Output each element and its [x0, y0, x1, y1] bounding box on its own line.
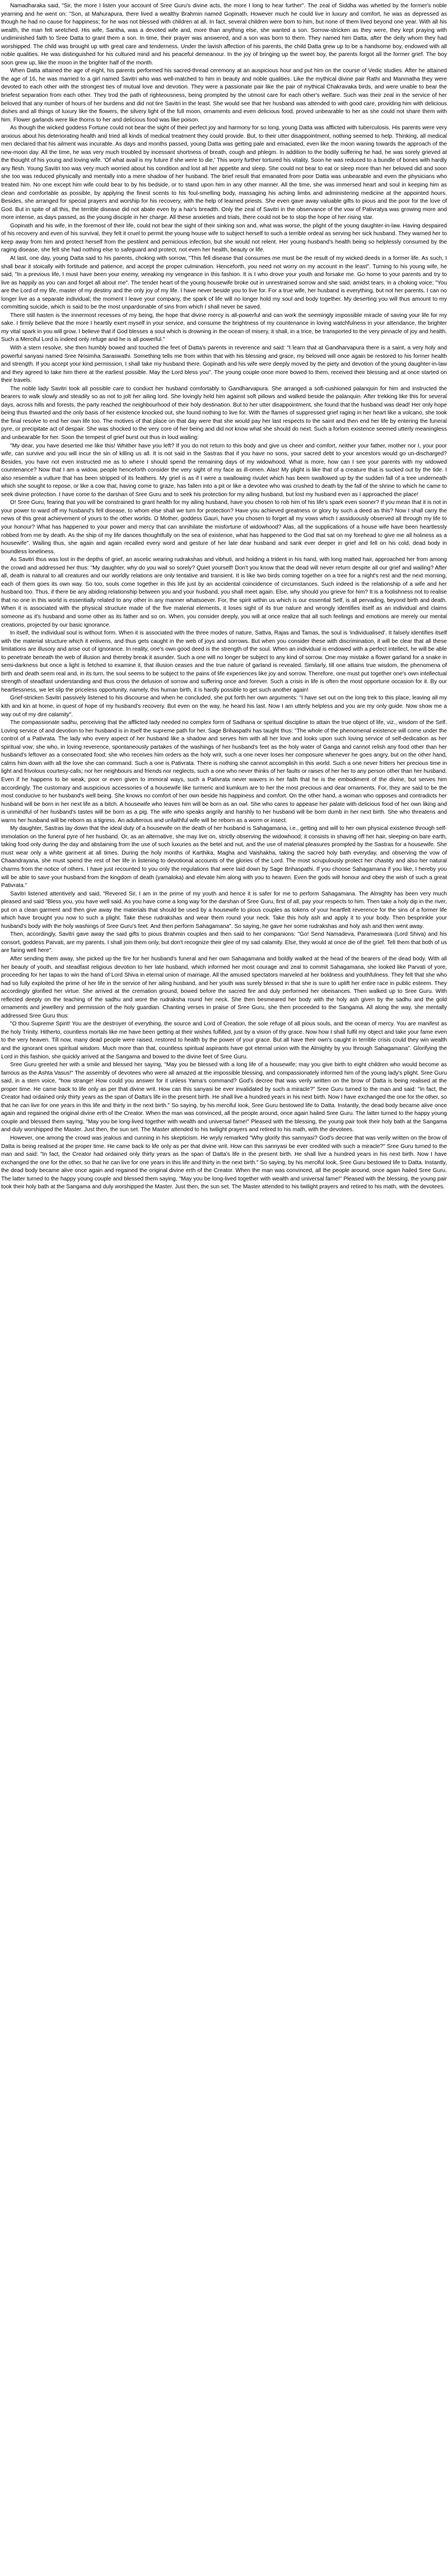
paragraph: Grief-stricken Savitri passively listened to his discourse and when he concluded, she put forth her own arguments: "I have set out on the long trek to this place, leaving all my kith and kin at home, in quest of hope of my husband's recovery. But even on the way, he heard his last. Now I am utterly helpless and you are my only guide. Now show me a way out of my dire calamity".: [1, 695, 447, 718]
paragraph: The noble lady Savitri took all possible care to conduct her husband comfortably to Gandharvapura. She arranged a soft-cushioned palanquin for him and instructed the bearers to walk slowly and steadily so as not to jolt her ailing lord. She lovingly held him against soft pillows and walked beside the palanquin. After trekking like this for several days, across hills and forests, the party reached the neighbourhood of their holy destination. But to her utter disappointment, she found that the husband was dead! Her only hope being thus thwarted and the only basis of her existence knocked out, she found nothing to live for. With the flames of suppressed grief raging in her heart like a volcano, she took the final resolve to end her own life too. The motives of that place on that day were that she would pay her last respects to the saint and then end her life by entering the funeral pyre, or precipitate act of despair. She was shocked to the very core of her being and did not know what she should do next. Such a forlorn existence seemed utterly meaningless and unbearable for her. Soon the tempest of grief burst out thus in loud wailing:: [1, 385, 447, 441]
paragraph: There still hasten is the innermost recesses of my being, the hope that divine mercy is all-powerful and can work the seemingly impossible miracle of saving your life for my sake. I firmly believe that the more I heartily exert myself in your service, and consume the brightness of my countenance in loving watchfulness in your attendance, the brighter my vital spark in you will grow. I believe that if God blesses a soul which is drowning in the ocean of misery, it shall, in a trice, be transported to the very pinnacle of joy and health. Such a Merciful Lord is indeed only refuge and he is all powerful.": [1, 312, 447, 343]
paragraph: My daughter, Sastras lay down that the ideal duty of a housewife on the death of her husband is Sahagamana, i.e., getting and will to her own physical existence through self-immolation on the funeral pyre of her husband. Or, as an alternative, she may live on, strictly observing the widowhood; it consists in shaving off her hair, sleeping on bare earth, taking food only during the day and abstaining from the use of such luxuries as the betel and nut, and the use of material pleasures prompted by the Sastras for a housewife. She must wear only a white garment at all times. During the holy months of Karthika, Magha and Vaishakha, taking the sacred holy bath everyday, and observing the vow of Chaandrayana, she must spend the rest of her life in listening to devotional accounts of the glories of the Lord. The most scrupulously protect her chastity and also her natural charms from the notice of others. I have just recounted to you only the regulations that were laid down by Sage Brihaspathi. If you choose Sahagamana if you like, I hereby you will be able to save your husband from the kingdom of death (yamaloka) and elevate him along with you to heaven. Even the gods will honour and obey the wish of such a great Pativrata.": [1, 825, 447, 889]
paragraph: However, one among the crowd was jealous and cunning in his skepticism. He wryly remarked "Why glorify this sannyasi? God's decree that was verily written on the brow of Datta is being realised at the proper time. He came back to life only as per that divine writ. How can this sannyasi be ever credited with such a miracle?" Sree Guru turned to the man and said: "In fact, the Creator had ordained only thirty years as the span of Datta's life in the present birth. He shall live a hundred years in his next birth. Now I have exchanged the one for the other, so that he can live for one years in this life and thirty in the next birth." So saying, by his merciful look, Sree Guru bestowed life to Datta. Instantly, the dead body became alive once again and regained the original divine erth of the Creator. When the man was convinced, all the people around, once again hailed Sree Guru. The latter turned to the happy young couple and blessed them saying, "May you be long-lived together with wealth and universal fame!" Pleased with the blessing, the young pair took their holy bath at the Sangama and duly worshipped the Master. Just then, the sun set. The Master attended to his twilight prayers and retired to his math, with the devotees.: [1, 1135, 447, 1191]
paragraph: Then, accordingly, Savitri gave away the said gifts to pious Brahmin couples and then said to her companions: "Go! Send Namadeva, Parameswara (Lord Shiva) and his consort, goddess Parvati, are my parents. I shall join them only, but don't recognize their glee of my sad calamity. Else, they would at once die of the grief. Tell them that both of us are faring well here".: [1, 931, 447, 954]
paragraph: "My dear, you have deserted me like this! Whither have you left? If you do not return to this body and give us cheer and comfort, neither your father, mother nor I, your poor wife, can survive and you will incur the sin of killing us all. It is not said in the Sastras that if you have no sons, your sacred debt to your ancestors would go un-discharged? Besides, you have not even instructed me as to where I should spend the remaining days of my widowhood. What is more, how can I see your parents with my widowed countenance? Now that I am a widow, people henceforth consider the very sight of my face as ill-omen. Alas! My plight is like that of a creature that is sucked out by the tide. I also resemble a vulture that has been stripped of its feathers. My grief is as if I were a swallowing rivulet which has been swallowed up by the sudden fall of a tree underneath which she sought to repose, or like a cow that, having come to graze, has fallen into a pit or like a devotee who was crushed to death by the fall of the shrine to which he came to seek divine protection. I have come to the darshan of Sree Guru and to seek his protection for my ailing husband, but lost my husband even as I approached the place!: [1, 442, 447, 498]
paragraph: "O thou Supreme Spirit! You are the destroyer of everything, the source and Lord of Creation, the sole refuge of all pious souls, and the ocean of mercy. You are manifest as the holy Trinity. Hitherto, countless mortals like me have been getting at their wishes fulfilled, just by a vision of thy grace. Now how I shall fulfil my object and take your fame even to the very heaven. Till now, many dead people were raised, restored to health by the power of your grace. But all have their own's caught in terrible crisis could they win wealth and the ignorant ones spiritual wisdom. Much more than that, countless spiritual aspirants have got eternal union with the Almighty by you through Sahagamana". Glorifying the Lord in this fashion, she quickly arrived at the Sangama and bowed to the divine feet of Sree Guru.: [1, 1021, 447, 1060]
paragraph: O! Sree Guru, fearing that you will be constrained to grant health for my ailing husband, have you chosen to rob him of his life's spark even sooner? If you mean that it is not in your power to ward off my husband's fell disease, to whom else shall we turn for protection? Have you achieved greatness or glory by such a deed as this? Now I shall carry the news of this great achievement of yours to the other worlds. O Mother, goddess Gauri, have you chosen to forget all my vows which I assiduously observed all through my life to your honour? What has happened to your power and mercy that can annihilate the misfortune of widowhood? Alas, all the supplications of a house wife have been heartlessly robbed from me by death. As the ship of my life dances thoughtfully on the sea of existence, what has happened to the God that sat on my forehead to give me all holiness as a housewife". Wailing thus, she again and again recalled every word and gesture of her late dear husband and sank ever deeper in grief and fell on his cold, dead body in boundless loneliness.: [1, 500, 447, 555]
paragraph: Sree Guru greeted her with a smile and blessed her saying, "May you be blessed with a long life of a housewife; may you give birth to eight children who would become as famous as the Ashta Vasus!" The assembly of devotees who were all amazed at the impossible blessing, and compassionately informed him of the young lady's plight. Sree Guru said, in a stern voice, "how strange! How could you answer for it unless Yama's command? God's decree that was verily written on the brow of Datta is being realised at the proper time. He came back to life only as per that divine writ. How can this sanyasi be ever invalidated by such a miracle?" Sree Guru turned to the man and said: "In fact, the Creator had ordained only thirty years as the span of Datta's life in the present birth. He shall live a hundred years in his next birth. Now I have exchanged the one for the other, so that he can live for one years in this life and thirty in the next birth." So saying, by his merciful look, Sree Guru bestowed life to Datta. Instantly, the dead body became alive once again and regained the original divine erth of the Creator. When the man was convinced, all the people around, once again hailed Sree Guru. The latter turned to the happy young couple and blessed them saying, "May you be long-lived together with wealth and universal fame!" Pleased with the blessing, the young pair took their holy bath at the Sangama and duly worshipped the Master. Just then, the sun set. The Master attended to his twilight prayers and retired to his math, with the devotees.: [1, 1062, 447, 1133]
paragraph: Gopinath and his wife, in the foremost of their life, could not bear the sight of their sinking son and, what was worse, the plight of the young daughter-in-law. Having despaired of his recovery and even of his survival, they felt it cruel to permit the young house wife to subject herself to such a terrible ordeal as serving her sick husband. They warned her to keep away from him and protect herself from the pestilent and pernicious infection, but she would not relent. Her young husband's health being so helplessly consumed by the raging disease, she felt she had nothing else to safeguard and protect, not even her health, beauty or life.: [1, 222, 447, 254]
paragraph: When Datta attained the age of eight, his parents performed his sacred-thread ceremony at an auspicious hour and put him on the course of Vedic studies. After he attained the age of 16, he was married to a girl named Savitri who was well-matched to him in beauty and noble qualities. Like the mythical divine pair Rathi and Manmatha they were devoted to each other with the strongest ties of mutual love and devotion. They were a passionate pair like the pair of mythical Chakravaka birds, and were unable to bear the briefest separation from each other. They trod the path of righteousness, being prompted by the utmost care for each other's welfare. Such was their zeal in the service of her beloved that any number of hours of her burdens and did not tire Savitri in the least. She would see that her husband was attended to with good care, providing him with delicious dishes and all things of luxury like the flowers, the silvery light of the full moon, ornaments and even delicious food, proved unbearable to her as she could not share them with him. Flower garlands were like thorns to her and delicious food was like poison.: [1, 68, 447, 123]
paragraph: As though the wicked goddess Fortune could not bear the sight of their perfect joy and harmony for so long, young Datta was afflicted with tuberculosis. His parents were very anxious about his deteriorating health and tried all kinds of medical treatment they could provide. But, to their utter disappointment, nothing seemed to help. Thinking, all medical men declared that his ailment was incurable. As days and months passed, young Datta was getting pale and emaciated, even like the moon waning towards the approach of the new-moon day. All the time, he was very much troubled by incessant shortness of breath, cough and phlegm. In addition to the bodily suffering he had, he was sorely grieved at the thought of his young and loving wife. 'Of what avail is my future if she were to die,' This worry further tortured his vitality. Soon he was reduced to a bundle of bones with hardly any flesh. Young Savitri too was very much worried about his condition and lost all her appetite and sleep. She could not bear to eat or sleep more than her beloved did and soon she too was reduced physically and mentally into a mere shadow of her husband. The brief result that emanated from poor Datta was unbearable and even the physicians who treated him. No one except him wife could bear to by his bedside, or to stand upon him in any other manner. All the time, she was immersed heart and soul in keeping him as clean and comfortable as possible, by applying the finest scents to his foul-smelling body, massaging his aching limbs and administering medicine at the appointed hours. Besides, she arranged for special prayers and worship for his recovery, with the help of learned priests. She even gave away valuable gifts to pious and the poor for the love of God. But in spite of all this, the terrible disease did not abate even by a hair's breadth. Only the zeal of Savitri in the observance of the vow of Pativratya was growing more and more intense, as days passed, as the young disciple in her charge. All these anxieties and trials, there could not be to stop the hope of her rising star.: [1, 125, 447, 221]
paragraph: As Savitri thus was lost in the depths of grief, an ascetic wearing rudrakshas and vibhuti, and holding a trident in his hand, with long matted hair, approached her from among the crowd and addressed her thus: "My daughter, why do you wail so sorely? Quiet yourself! Don't you know that the dead will never return despite all our grief and wailing? After all, death is natural to all creatures and our worldly relations are only tentative and transient. It is like two birds coming together on a tree for a night's rest and the next morning, each of them goes its own way. So too, souls come together in this life just by an accidental coincidence of circumstances. Such indeed is the relationship of a wife and her husband too. Thus, if there be any abiding relationship between you and your husband, you shall meet again. Else, why should you grieve for him? It is a foolishness not to realise that no one in this world is essentially related to any other in any manner whatsoever. For, the spirit within us which is our essential Self, is all pervading, beyond birth and death. When it is associated with the physical structure made of the five material elements, it loses sight of its true nature and wrongly identifies itself as an individual and claims someone as it's husband and some other as its father and so on. When, you consider deeply, you will at once realize that all such feelings and emotions are merely our mental creations, projected by our basic ignorance.: [1, 557, 447, 628]
paragraph: With a stern resolve, she then humbly bowed and touched the feet of Datta's parents in reverence and said: "I learn that at Gandharvapura there is a saint, a very holy and powerful sanyasi named Sree Nrisimha Saraswathi. Something tells me from within that with his blessing and grace, my beloved will once again be restored to his former health and strength. If you accept your kind permission, I shall take my husband there. Gopinath and his wife were deeply moved by the piety and devotion of the young daughter-in-law and they agreed to take him there at the earliest possible. May the Lord bless you". The young couple once more bowed to them, received their blessing and at once started on their travels.: [1, 344, 447, 384]
paragraph: At last, one day, young Datta said to his parents, choking with sorrow, "This fell disease that consumes me must be the result of my wicked deeds in a former life. As such, I shall bear it stoically with fortitude and patience, and accept the proper culmination. Henceforth, you need not worry on my account in the least". Turning to his young wife, he said, "In a previous life, I must have been your enemy, wreaking my vengeance in this fashion. It is I who drove your youth and forsake me. Go home to your parents and try to live as happily as you can and forget all about me". The tender heart of the young housewife broke out in unrestrained sorrow and she said, amidst tears, in a choking voice; "You are the Lord of my life, master of my destiny and the only joy of my life. I have never beside you to live for. For a true wife, her husband is everything, but not her parents. I can no longer live as a separate individual; the moment I leave your company, the spark of life will no longer hold my soul and body together. My deserting you will thus amount to my committing suicide, which is said to be the most unpardonable of sins from which I shall never be saved.: [1, 255, 447, 311]
paragraph: In itself, the individual soul is without form. When it is associated with the three modes of nature, Sattva, Rajas and Tamas, the soul is 'individualised'. It falsely identifies itself with the material structure which it enlivens, and thus gets caught in the web of joys and sorrows. But when you consider these with discrimination, it will be clear that all these limitations are illusory and arise out of ignorance. In reality, one's own good deed is the strength of the soul. When an individual is endowed with a perfect intellect, he will be able to penetrate beneath the web of illusion and thereby break it asunder. Such a one will no longer be subject to any kind of sorrow. One may mistake a flower garland for a snake in semi-darkness but once a light is fetched to examine it, that illusion ceases and the true nature of garland is revealed. Similarly, till one attains true wisdom, the phenomena of birth and death seem real and, in its turn, the soul seems to be subject to the pains of life experiences like joy and sorrow. Therefore, one must put together one's own intellectual strength of steadfast understanding and thus cross the delusion of sorrow and suffering once and forever. Such a crisis in life is often the most opportune occasion for it. By our heartlessness, we let slip the priceless opportunity, namely, this human birth, it is hardly possible to get such another again!: [1, 630, 447, 693]
paragraph: Savitri listened attentively and said, "Revered Sir, I am in the prime of my youth and hence it is safer for me to perform Sahagamana. The Almighty has been very much pleased and said "Bless you, you have well said. As you have come a long way for the darshan of Sree Guru, first of all, pay your respects to him. Then take a holy dip in the river, put on a clean garment and then give away the materials that should be used by a housewife to pious couples as tokens of your heartfelt reverence for the sins of a former life which have brought you now to such a plight. Take these rudrakshas and wear them round your neck. Take this holy ash and apply it to your body. Then besprinkle your husband's body with the holy washings of Sree Guru's feet. And then perform Sahagamana". So saying, he gave her some rudrakshas and holy ash and then went away.: [1, 890, 447, 930]
paragraph: Namadharaka said, "Sir, the more I listen your account of Sree Guru's divine acts, the more I long to hear further". The zeal of Siddha was whetted by the former's noble yearning and he went on: "Son, at Mahurapura, there lived a wealthy Brahmin named Gopinath. However much he could live in luxury and comfort, he was as depressed as though he had no cause for happiness; for he was not blessed with children at all. In fact, several children were born to him, but none of them lived beyond one year. With all his wealth, the man felt wretched. His wife, Santha, was a devoted wife and, more than anything else, she wanted a son. Sorrow-stricken as they were, they kept praying with undiminished faith to Sree Datta to grant them a son. In time, their prayer was answered, and a son was born to them. They named him Datta, after the deity whom they had worshipped. The child was brought up with great care and tenderness. Under the lavish affection of his parents, the child Datta grew up to be a handsome boy, endowed with all noble qualities. He was distinguished for his cultured mind and his peaceful demeanour. In the joy of bringing up the sweet boy, the parents forgot all the former grief. The boy soon grew up, like the moon in the brighter half of the month.: [1, 3, 447, 66]
paragraph: The compassionate sadhu, perceiving that the afflicted lady needed no complex form of Sadhana or spiritual discipline to attain the true object of life, viz., wisdom of the Self. Loving service of and devotion to her husband is in itself the supreme path for her. Sage Brihaspathi has taught thus: "The whole of the phenomenal existence will come under the control of a Pativrata. The lady who every aspect of her husband like a shadow and serves him with all her love and looks upon such loving service of self-dedication as her spiritual vow; she who, in loving reverence, spontaneously partakes of the washings of her husband's feet as the holy water of Ganga and cannot relish any food other than her husband's leftover as a consecrated food; she who receives him orders as the holy writ, such a one never loses her composure whenever he goes angry, but on the other hand, calms him down with all the love she can command. Such a one is Pativrata. There is nothing she cannot accomplish in this world. Such a one never fritters her precious time in light and frivolous courtesy-calls; nor her neighbours and friends nor neglects, such a one who never thinks of her faults or raises of her her to any person other than her husband. Even if he happens to be weak, poor or even given to immoral ways, such a Pativrata never wavers in her faith that he is the embodiment of the divine, but serves him accordingly. The customary and auspicious accessories of a housewife like turmeric and kumkum are to her the most precious and dear ornaments. For, they are said to be the most conducive to her husband's well being. She knows no comfort of her own beside his happiness and comfort. On the other hand, a woman who opposes and contradicts her husband will be born in her next life as a bitch. A housewife who leaves him will be born as an owl. She who cares to appease her palate with delicious food of her own liking and is unmindful of her husband's tastes will be born as a pig. The wife who speaks angrily and harshly to her husband will be born dumb in her next birth. She who threatens and warns her husband will be reborn as a tigress. An adulterous and unfaithful wife will be reborn as a worm or insect.: [1, 720, 447, 824]
paragraph: After sending them away, she picked up the fire for her husband's funeral and her own Sahagamana and boldly walked at the head of the bearers of the dead body. With all her beauty of youth, and steadfast religious devotion to her late husband, which informed her most courage and zeal to commit Sahagamana, she looked like Parvati of yore, proceeding for her tapas to win the hand of Lord Shiva in eternal union of marriage. All the amused spectators marveled at her boldness and youthfulness. They felt that she who had so fully exploited the prime of her life in the service of her ailing husband, and her youth was surely blessed in that she is sure to uplift her entire race in public esteem. They accordingly glorified her virtue. She arrived at the cremation ground, bowed before the sacred fire and duly performed her obeisances. Then walked up to Sree Guru. With reflected deeply on the teaching of the sadhu and wore the rudraksha round her neck. She then besmeared her body with the holy ash given by the sadhu and the gold ornaments and jewellery and permission of the holy guardian. Chanting verses in praise of Sree Guru, she then proceeded to the Sangama. All along the way, she mentally addressed Sree Guru thus:: [1, 955, 447, 1019]
